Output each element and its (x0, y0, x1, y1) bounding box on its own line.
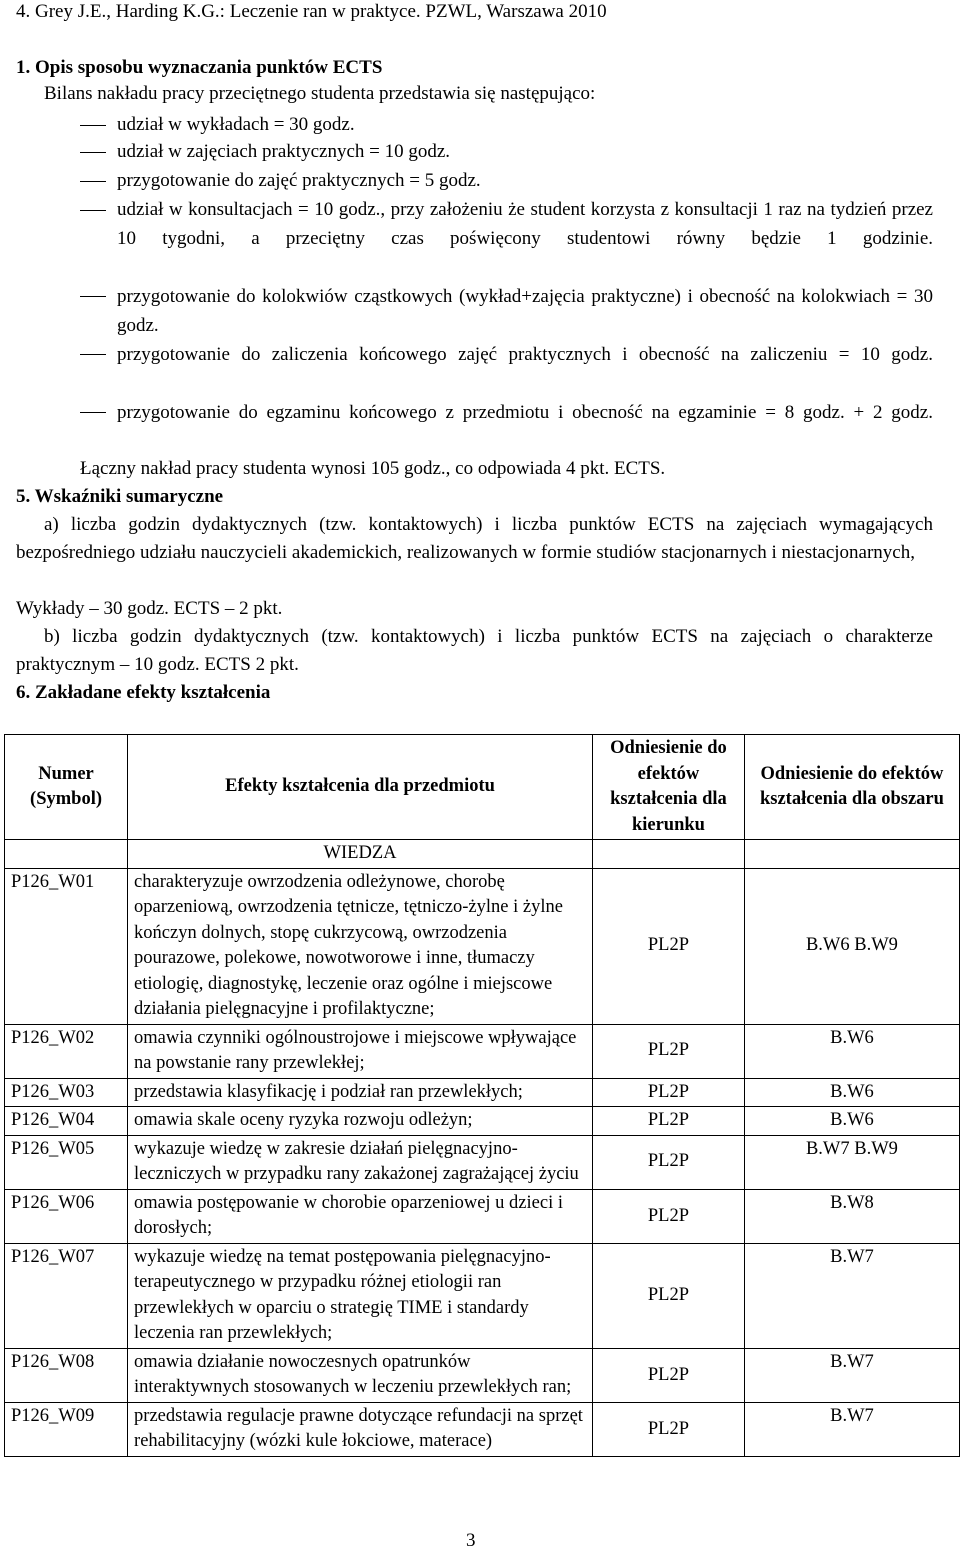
row-description: omawia postępowanie w chorobie oparzeniowej u dzieci i dorosłych; (128, 1189, 593, 1243)
row-description: wykazuje wiedzę w zakresie działań pielęgnacyjno-leczniczych w przypadku rany zakażonej zagrażającej życiu (128, 1135, 593, 1189)
row-ref-area: B.W7 (744, 1402, 959, 1456)
row-number: P126_W03 (5, 1078, 128, 1107)
row-ref-direction: PL2P (593, 1024, 745, 1078)
table-row (5, 1024, 960, 1078)
row-ref-area: B.W8 (744, 1189, 959, 1243)
row-description: przedstawia regulacje prawne dotyczące refundacji na sprzęt rehabilitacyjny (wózki kule łokciowe, materace) (128, 1402, 593, 1456)
row-number: P126_W02 (5, 1024, 128, 1078)
list-item-2: udział w zajęciach praktycznych = 10 godz. (117, 141, 451, 162)
table-header-row (5, 735, 960, 840)
row-ref-area: B.W6 B.W9 (744, 868, 959, 1024)
table-section-row (5, 840, 960, 869)
header-outcomes: Efekty kształcenia dla przedmiotu (128, 735, 593, 840)
row-ref-area: B.W6 (744, 1107, 959, 1136)
row-number: P126_W06 (5, 1189, 128, 1243)
list-dash (80, 181, 106, 182)
table-row (5, 1078, 960, 1107)
section-empty-cell (593, 840, 745, 869)
table-row (5, 1107, 960, 1136)
table-row (5, 1348, 960, 1402)
table-row (5, 868, 960, 1024)
row-ref-direction: PL2P (593, 1348, 745, 1402)
row-ref-direction: PL2P (593, 868, 745, 1024)
section-1-title: 1. Opis sposobu wyznaczania punktów ECTS (16, 57, 383, 78)
row-ref-area: B.W7 (744, 1348, 959, 1402)
section-6-title: 6. Zakładane efekty kształcenia (16, 682, 271, 703)
header-number: Numer (Symbol) (5, 735, 128, 840)
table-row (5, 1135, 960, 1189)
row-description: omawia czynniki ogólnoustrojowe i miejscowe wpływające na powstanie rany przewlekłej; (128, 1024, 593, 1078)
row-ref-area: B.W6 (744, 1024, 959, 1078)
list-item-3: przygotowanie do zajęć praktycznych = 5 godz. (117, 170, 481, 191)
reference-4: 4. Grey J.E., Harding K.G.: Leczenie ran w praktyce. PZWL, Warszawa 2010 (16, 1, 607, 22)
section-5-a: a) liczba godzin dydaktycznych (tzw. kontaktowych) i liczba punktów ECTS na zajęciach wymagających bezpośredniego udziału nauczycieli akademickich, realizowanych w formie studiów stacjonarnych i niestacjonarnych, (16, 514, 933, 563)
list-item-5: przygotowanie do kolokwiów cząstkowych (wykład+zajęcia praktyczne) i obecność na kolokwiach = 30 godz. (117, 286, 933, 336)
header-ref-area: Odniesienie do efektów kształcenia dla obszaru (744, 735, 959, 840)
section-label-wiedza: WIEDZA (128, 840, 593, 869)
list-item-6: przygotowanie do zaliczenia końcowego zajęć praktycznych i obecność na zaliczeniu = 10 godz. (117, 344, 933, 365)
list-dash (80, 412, 106, 413)
page-number: 3 (466, 1530, 476, 1551)
row-number: P126_W05 (5, 1135, 128, 1189)
section-1-total: Łączny nakład pracy studenta wynosi 105 godz., co odpowiada 4 pkt. ECTS. (80, 458, 666, 479)
row-number: P126_W01 (5, 868, 128, 1024)
row-number: P126_W08 (5, 1348, 128, 1402)
row-ref-direction: PL2P (593, 1189, 745, 1243)
row-ref-direction: PL2P (593, 1078, 745, 1107)
learning-outcomes-table (4, 734, 960, 1457)
table-row (5, 1243, 960, 1348)
list-dash (80, 152, 106, 153)
section-1-intro: Bilans nakładu pracy przeciętnego studenta przedstawia się następująco: (44, 83, 596, 104)
row-ref-area: B.W6 (744, 1078, 959, 1107)
list-item-1: udział w wykładach = 30 godz. (117, 114, 355, 135)
section-5-b: b) liczba godzin dydaktycznych (tzw. kontaktowych) i liczba punktów ECTS na zajęciach o charakterze praktycznym – 10 godz. ECTS 2 pkt. (16, 626, 933, 675)
row-description: przedstawia klasyfikację i podział ran przewlekłych; (128, 1078, 593, 1107)
section-5-lectures: Wykłady – 30 godz. ECTS – 2 pkt. (16, 598, 283, 619)
list-item-4: udział w konsultacjach = 10 godz., przy założeniu że student korzysta z konsultacji 1 raz na tydzień przez 10 tygodni, a przeciętny czas poświęcony studentowi równy będzie 1 godzinie. (117, 199, 933, 249)
list-item-7: przygotowanie do egzaminu końcowego z przedmiotu i obecność na egzaminie = 8 godz. + 2 godz. (117, 402, 933, 423)
row-description: charakteryzuje owrzodzenia odleżynowe, chorobę oparzeniową, owrzodzenia tętnicze, tętniczo-żylne i żylne kończyn dolnych, stopę cukrzycową, owrzodzenia pourazowe, polekowe, nowotworowe i inne, tłumaczy etiologię, diagnostykę, leczenie oraz ogólne i miejscowe działania pielęgnacyjne i profilaktyczne; (128, 868, 593, 1024)
row-description: omawia działanie nowoczesnych opatrunków interaktywnych stosowanych w leczeniu przewlekłych ran; (128, 1348, 593, 1402)
section-5-title: 5. Wskaźniki sumaryczne (16, 486, 224, 507)
row-description: omawia skale oceny ryzyka rozwoju odleżyn; (128, 1107, 593, 1136)
row-ref-direction: PL2P (593, 1107, 745, 1136)
row-number: P126_W04 (5, 1107, 128, 1136)
row-ref-direction: PL2P (593, 1243, 745, 1348)
list-dash (80, 125, 106, 126)
table-row (5, 1402, 960, 1456)
row-ref-area: B.W7 (744, 1243, 959, 1348)
row-ref-direction: PL2P (593, 1402, 745, 1456)
row-number: P126_W09 (5, 1402, 128, 1456)
section-empty-cell (744, 840, 959, 869)
table-row (5, 1189, 960, 1243)
row-description: wykazuje wiedzę na temat postępowania pielęgnacyjno-terapeutycznego w przypadku różnej etiologii ran przewlekłych w oparciu o strategię TIME i standardy leczenia ran przewlekłych; (128, 1243, 593, 1348)
row-ref-area: B.W7 B.W9 (744, 1135, 959, 1189)
header-ref-direction: Odniesienie do efektów kształcenia dla kierunku (593, 735, 745, 840)
list-dash (80, 210, 106, 211)
row-number: P126_W07 (5, 1243, 128, 1348)
list-dash (80, 296, 106, 297)
row-ref-direction: PL2P (593, 1135, 745, 1189)
section-empty-cell (5, 840, 128, 869)
list-dash (80, 354, 106, 355)
